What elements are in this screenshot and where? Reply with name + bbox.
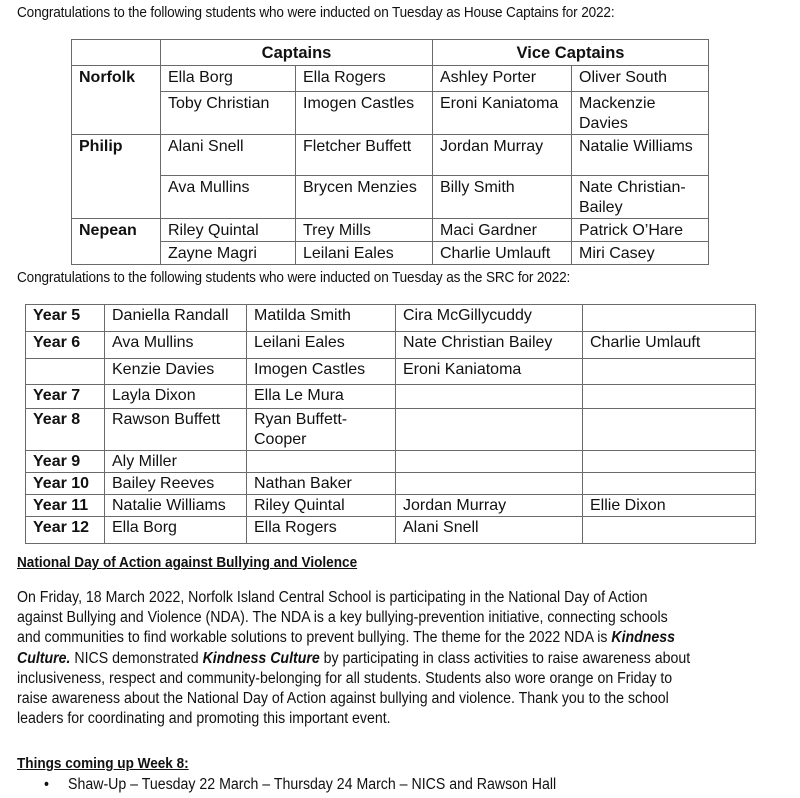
- table-row: [26, 451, 756, 473]
- year-label: Year 8: [26, 409, 105, 451]
- year-label: Year 9: [26, 451, 105, 473]
- table-row: [72, 242, 709, 265]
- table-cell: Ella Rogers: [247, 517, 396, 544]
- table-cell: Riley Quintal: [247, 495, 396, 517]
- table-cell: Ashley Porter: [433, 66, 572, 92]
- header-captains: Captains: [161, 40, 433, 66]
- nda-theme-emphasis: Kindness Culture: [202, 649, 320, 667]
- table-cell: Patrick O’Hare: [572, 219, 709, 242]
- nda-line-text: by participating in class activities to raise awareness about: [319, 649, 691, 667]
- table-cell: Billy Smith: [433, 176, 572, 219]
- table-row: [26, 359, 756, 385]
- upcoming-list: [44, 775, 556, 795]
- table-cell: Toby Christian: [161, 92, 296, 135]
- table-cell: Ella Rogers: [296, 66, 433, 92]
- table-cell: Leilani Eales: [247, 332, 396, 359]
- table-cell: [583, 409, 756, 451]
- year-label: Year 12: [26, 517, 105, 544]
- table-cell: Fletcher Buffett: [296, 135, 433, 176]
- table-cell: [247, 451, 396, 473]
- house-name-norfolk: Norfolk: [72, 66, 161, 135]
- table-cell: Rawson Buffett: [105, 409, 247, 451]
- table-cell: Alani Snell: [161, 135, 296, 176]
- table-cell: Eroni Kaniatoma: [433, 92, 572, 135]
- house-captains-table: [71, 39, 709, 265]
- src-table: [25, 304, 756, 544]
- table-cell: Mackenzie Davies: [572, 92, 709, 135]
- nda-line: raise awareness about the National Day of Action against bullying and violence. Thank you to the school: [17, 690, 669, 708]
- table-cell: Charlie Umlauft: [433, 242, 572, 265]
- house-name-nepean: Nepean: [72, 219, 161, 265]
- table-cell: [396, 473, 583, 495]
- year-label: Year 11: [26, 495, 105, 517]
- header-vice-captains: Vice Captains: [433, 40, 709, 66]
- nda-line: inclusiveness, respect and community-belonging for all students. Students also wore orange on Friday to: [17, 669, 673, 687]
- table-row: [26, 332, 756, 359]
- table-cell: Riley Quintal: [161, 219, 296, 242]
- bullet-icon: •: [44, 776, 49, 793]
- src-intro: Congratulations to the following students who were inducted on Tuesday as the SRC for 2022:: [17, 270, 571, 286]
- table-cell: Cira McGillycuddy: [396, 305, 583, 332]
- table-cell: Matilda Smith: [247, 305, 396, 332]
- table-cell: Nate Christian Bailey: [396, 332, 583, 359]
- table-cell: [583, 359, 756, 385]
- table-cell: Trey Mills: [296, 219, 433, 242]
- table-row: [26, 473, 756, 495]
- nda-line: leaders for coordinating and promoting this important event.: [17, 710, 391, 728]
- nda-theme-emphasis: Culture.: [17, 649, 71, 667]
- list-item: [44, 775, 556, 795]
- table-cell: Ella Borg: [105, 517, 247, 544]
- table-cell: Ella Borg: [161, 66, 296, 92]
- table-cell: [396, 451, 583, 473]
- table-cell: Ellie Dixon: [583, 495, 756, 517]
- table-cell: Leilani Eales: [296, 242, 433, 265]
- list-item-text: Shaw-Up – Tuesday 22 March – Thursday 24 March – NICS and Rawson Hall: [68, 776, 557, 793]
- table-header-row: [72, 40, 709, 66]
- table-cell: Nathan Baker: [247, 473, 396, 495]
- table-cell: Bailey Reeves: [105, 473, 247, 495]
- table-row: [72, 135, 709, 176]
- nda-paragraph: [17, 588, 757, 729]
- table-cell: Ella Le Mura: [247, 385, 396, 409]
- table-cell: Ava Mullins: [161, 176, 296, 219]
- table-cell: [583, 305, 756, 332]
- year-label: Year 10: [26, 473, 105, 495]
- table-cell: Layla Dixon: [105, 385, 247, 409]
- table-row: [72, 92, 709, 135]
- house-captains-intro: Congratulations to the following students who were inducted on Tuesday as House Captains for 2022:: [17, 5, 615, 21]
- table-row: [26, 409, 756, 451]
- table-row: [72, 219, 709, 242]
- table-row: [72, 176, 709, 219]
- table-cell: [583, 473, 756, 495]
- table-cell: Daniella Randall: [105, 305, 247, 332]
- table-cell: Brycen Menzies: [296, 176, 433, 219]
- table-cell: [396, 385, 583, 409]
- table-row: [72, 66, 709, 92]
- house-name-philip: Philip: [72, 135, 161, 219]
- table-row: [26, 495, 756, 517]
- table-cell: Natalie Williams: [105, 495, 247, 517]
- table-cell: Natalie Williams: [572, 135, 709, 176]
- year-label: Year 7: [26, 385, 105, 409]
- nda-line: against Bullying and Violence (NDA). The NDA is a key bullying-prevention initiative, connecting schools: [17, 609, 668, 627]
- nda-heading: National Day of Action against Bullying and Violence: [17, 555, 358, 571]
- table-cell: [396, 409, 583, 451]
- table-cell: Alani Snell: [396, 517, 583, 544]
- table-cell: Miri Casey: [572, 242, 709, 265]
- table-cell: [583, 385, 756, 409]
- table-cell: [583, 517, 756, 544]
- nda-line-text: and communities to find workable solutions to prevent bullying. The theme for the 2022 NDA is: [17, 629, 612, 647]
- table-cell: Imogen Castles: [247, 359, 396, 385]
- table-cell: Jordan Murray: [433, 135, 572, 176]
- table-cell: Kenzie Davies: [105, 359, 247, 385]
- table-cell: Ava Mullins: [105, 332, 247, 359]
- nda-theme-emphasis: Kindness: [611, 629, 676, 647]
- table-cell: Oliver South: [572, 66, 709, 92]
- table-row: [26, 517, 756, 544]
- nda-line: [17, 628, 757, 648]
- nda-line-text: NICS demonstrated: [70, 649, 203, 667]
- table-cell: Maci Gardner: [433, 219, 572, 242]
- table-row: [26, 305, 756, 332]
- table-cell: Imogen Castles: [296, 92, 433, 135]
- nda-line: On Friday, 18 March 2022, Norfolk Island Central School is participating in the National Day of Action: [17, 589, 648, 606]
- table-row: [26, 385, 756, 409]
- year-label: [26, 359, 105, 385]
- table-cell: Jordan Murray: [396, 495, 583, 517]
- year-label: Year 5: [26, 305, 105, 332]
- table-cell: [583, 451, 756, 473]
- nda-line: [17, 649, 757, 669]
- table-cell: Nate Christian-Bailey: [572, 176, 709, 219]
- header-blank: [72, 40, 161, 66]
- table-cell: Ryan Buffett-Cooper: [247, 409, 396, 451]
- table-cell: Eroni Kaniatoma: [396, 359, 583, 385]
- table-cell: Charlie Umlauft: [583, 332, 756, 359]
- table-cell: Zayne Magri: [161, 242, 296, 265]
- upcoming-heading: Things coming up Week 8:: [17, 756, 189, 772]
- table-cell: Aly Miller: [105, 451, 247, 473]
- year-label: Year 6: [26, 332, 105, 359]
